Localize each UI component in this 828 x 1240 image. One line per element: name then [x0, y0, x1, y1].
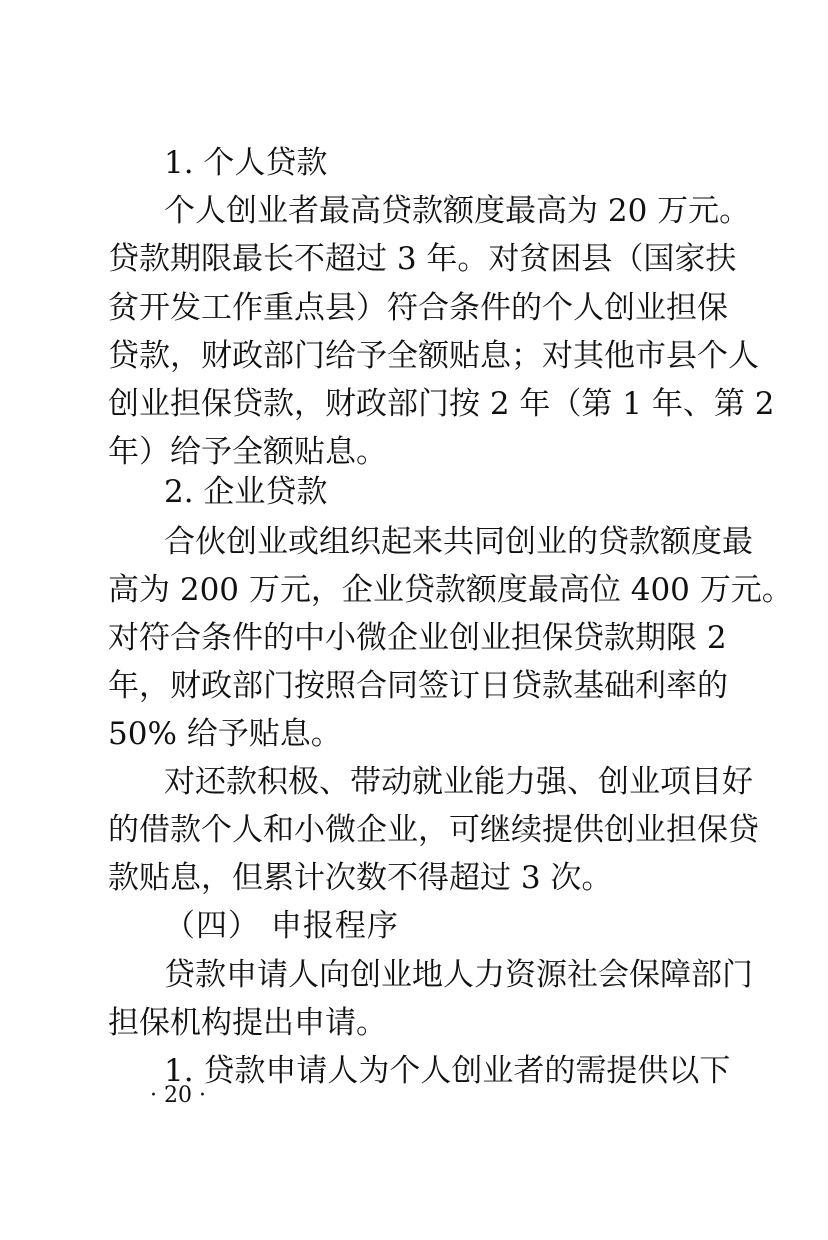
paragraph-line: 50% 给予贴息。	[108, 716, 342, 752]
heading-enterprise-loan: 2. 企业贷款	[164, 474, 328, 510]
paragraph-line: 贫开发工作重点县）符合条件的个人创业担保	[108, 290, 728, 326]
paragraph-line: 的借款个人和小微企业，可继续提供创业担保贷	[108, 812, 759, 848]
paragraph-line: 款贴息，但累计次数不得超过 3 次。	[108, 860, 613, 896]
paragraph-line: 创业担保贷款，财政部门按 2 年（第 1 年、第 2	[108, 386, 775, 422]
paragraph-line: 个人创业者最高贷款额度最高为 20 万元。	[164, 193, 751, 229]
paragraph-line: 合伙创业或组织起来共同创业的贷款额度最	[164, 524, 753, 560]
paragraph-line: 年）给予全额贴息。	[108, 434, 387, 470]
paragraph-line: 贷款申请人向创业地人力资源社会保障部门	[164, 957, 753, 993]
heading-personal-loan: 1. 个人贷款	[164, 145, 328, 181]
paragraph-line: 对还款积极、带动就业能力强、创业项目好	[164, 764, 753, 800]
paragraph-line: 年，财政部门按照合同签订日贷款基础利率的	[108, 668, 728, 704]
paragraph-line: 对符合条件的中小微企业创业担保贷款期限 2	[108, 620, 727, 656]
paragraph-line: 担保机构提出申请。	[108, 1005, 387, 1041]
page-number: · 20 ·	[150, 1083, 206, 1108]
paragraph-line: 1. 贷款申请人为个人创业者的需提供以下	[164, 1053, 731, 1089]
paragraph-line: 贷款期限最长不超过 3 年。对贫困县（国家扶	[108, 241, 737, 277]
paragraph-line: 高为 200 万元，企业贷款额度最高位 400 万元。	[108, 572, 793, 608]
paragraph-line: 贷款，财政部门给予全额贴息；对其他市县个人	[108, 338, 759, 374]
section-heading-application-procedure: （四） 申报程序	[164, 908, 399, 944]
